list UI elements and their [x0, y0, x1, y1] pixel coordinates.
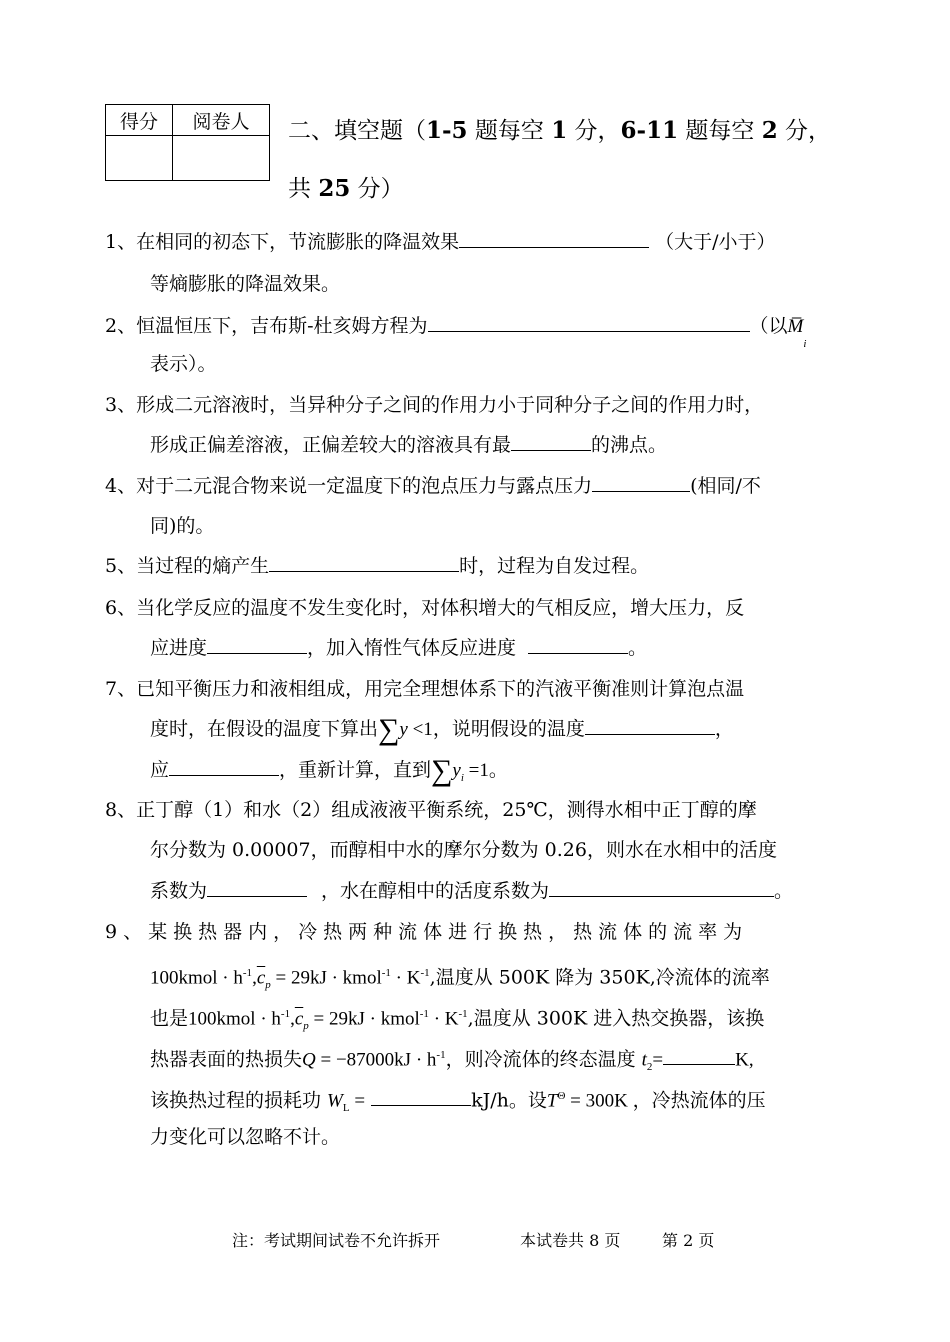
section-title-line2: 共 25 分） [288, 175, 404, 202]
score-header: 得分 [106, 105, 173, 136]
question-5: 5、当过程的熵产生 时，过程为自发过程。 [105, 546, 649, 586]
grader-header: 阅卷人 [173, 105, 270, 136]
question-8-cont2: 系数为 ，水在醇相中的活度系数为 。 [150, 871, 793, 911]
question-3-cont: 形成正偏差溶液，正偏差较大的溶液具有最 的沸点。 [150, 425, 667, 465]
footer-total-pages: 本试卷共 8 页 [520, 1231, 621, 1250]
score-cell[interactable] [106, 136, 173, 181]
blank-q6b[interactable] [528, 631, 628, 654]
score-table [105, 104, 270, 181]
question-8-cont1: 尔分数为 0.00007，而醇相中水的摩尔分数为 0.26，则水在水相中的活度 [150, 839, 777, 861]
question-4-cont: 同)的。 [150, 515, 215, 537]
question-2-cont: 表示）。 [150, 353, 217, 375]
question-9-line6: 力变化可以忽略不计。 [150, 1126, 341, 1148]
blank-q6a[interactable] [207, 631, 307, 654]
blank-q5[interactable] [269, 549, 459, 572]
question-7-cont2: 应 ，重新计算，直到$\sum y_i =1$。 [150, 754, 508, 787]
blank-q9b[interactable] [371, 1083, 471, 1106]
blank-q9a[interactable] [663, 1042, 735, 1065]
blank-q2[interactable] [428, 309, 750, 332]
section-title-line1: 二、填空题（1-5 题每空 1 分，6-11 题每空 2 分， [288, 117, 832, 144]
question-6: 6、当化学反应的温度不发生变化时，对体积增大的气相反应，增大压力，反 [105, 597, 745, 619]
blank-q8a[interactable] [207, 874, 307, 897]
blank-q8b[interactable] [549, 874, 774, 897]
question-7: 7、已知平衡压力和液相组成，用完全理想体系下的汽液平衡准则计算泡点温 [105, 678, 745, 700]
question-2: 2、恒温恒压下，吉布斯-杜亥姆方程为 （以$M̅_i$ [105, 306, 806, 354]
question-9-line4: 热器表面的热损失$Q = -87000kJ \cdot h^{-1}$，则冷流体的终态温度 $t_2= K$, [150, 1035, 754, 1087]
blank-q7a[interactable] [585, 712, 715, 735]
question-1: 1、在相同的初态下，节流膨胀的降温效果 （大于/小于） [105, 222, 776, 262]
footer-note: 注：考试期间试卷不允许拆开 [232, 1231, 441, 1250]
question-9-line5: 该换热过程的损耗功 $W_L = kJ/h$。设$T^\Theta = 300K$ ，冷热流体的压 [150, 1076, 766, 1128]
blank-q3[interactable] [511, 428, 591, 451]
grader-cell[interactable] [173, 136, 270, 181]
question-9: 9、某换热器内，冷热两种流体进行换热，热流体的流率为 [105, 921, 749, 943]
question-1-cont: 等熵膨胀的降温效果。 [150, 273, 341, 295]
question-3: 3、形成二元溶液时，当异种分子之间的作用力小于同种分子之间的作用力时， [105, 394, 764, 416]
blank-q7b[interactable] [169, 753, 279, 776]
question-9-line2: 100kmol · $h^{-1},\overline{c}_p = 29kJ$ · kmol$^{-1}$ · $K^{-1}$,温度从 500K 降为 350K,冷流体的流率 [150, 966, 770, 992]
question-8: 8、正丁醇（1）和水（2）组成液液平衡系统，25℃，测得水相中正丁醇的摩 [105, 799, 757, 821]
blank-q1[interactable] [459, 225, 649, 248]
question-7-cont1: 度时，在假设的温度下算出∑y <1，说明假设的温度 ， [150, 713, 734, 746]
question-6-cont: 应进度 ，加入惰性气体反应进度 。 [150, 628, 647, 668]
question-9-line3: 也是100kmol · $h^{-1},\overline{c}_p = 29kJ$ · kmol$^{-1}$ · $K^{-1}$,温度从 300K 进入热交换器，该换 [150, 1007, 765, 1033]
question-4: 4、对于二元混合物来说一定温度下的泡点压力与露点压力 (相同/不 [105, 466, 761, 506]
footer-page-number: 第 2 页 [662, 1231, 715, 1250]
blank-q4[interactable] [592, 469, 690, 492]
